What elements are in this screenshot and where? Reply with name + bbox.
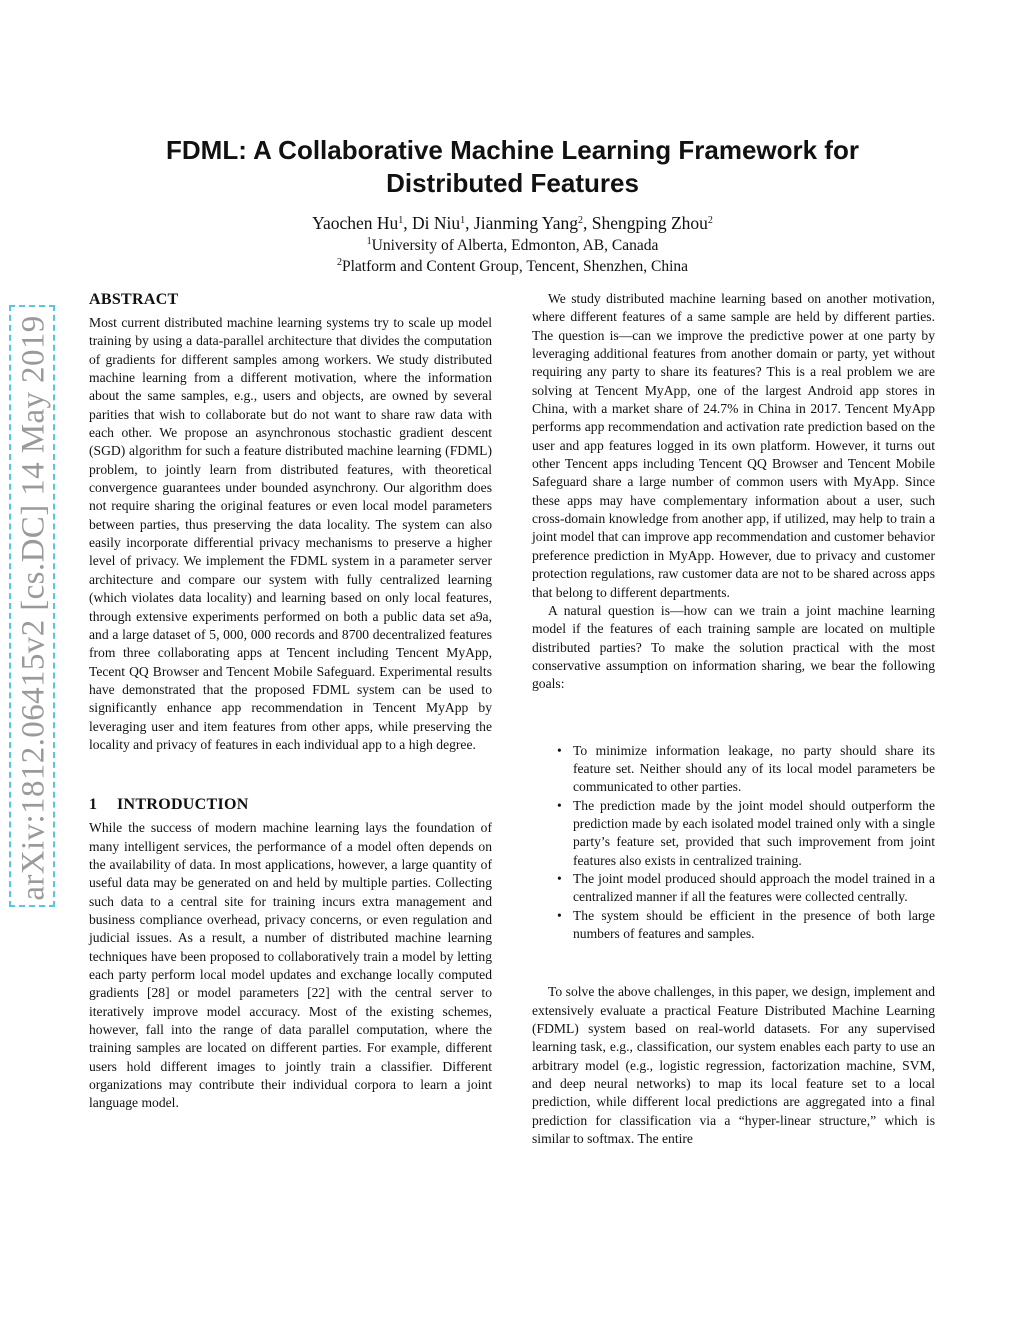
arxiv-sidebar-stamp (9, 305, 55, 907)
goals-list (532, 742, 935, 944)
section-title: INTRODUCTION (117, 796, 249, 814)
author: Di Niu$^1$, (412, 213, 474, 233)
list-item: • The prediction made by the joint model should outperform the prediction made by each isolated model trained only with a single party’s feature set, provided that such improvement from joint features also exists in centralized training. (557, 797, 935, 868)
left-column (89, 290, 492, 1113)
affiliation: $^2$Platform and Content Group, Tencent, Shenzhen, China (336, 257, 689, 275)
intro-paragraph: To solve the above challenges, in this paper, we design, implement and extensively evaluate a practical Feature Distributed Machine Learning (FDML) system based on real-world datasets. For any supervised learning task, e.g., classification, our system enables each party to use an arbitrary model (e.g., logistic regression, factorization machine, SVM, and deep neural networks) to map its local feature set to a local prediction, while different local predictions are aggregated into a final prediction for classification via a “hyper-linear structure,” which is similar to softmax. The entire (532, 984, 935, 1147)
section-heading-introduction (89, 795, 492, 815)
right-column (532, 290, 935, 1148)
intro-paragraph: A natural question is—how can we train a joint machine learning model if the features of each training sample are located on multiple distributed parties? To make the solution practical with the most conservative assumption on information sharing, we bear the following goals: (532, 602, 935, 692)
abstract-heading: ABSTRACT (89, 291, 179, 308)
abstract-text: Most current distributed machine learning systems try to scale up model training by using a data-parallel architecture that divides the computation of gradients for different samples among workers. We study distributed machine learning from a different motivation, where the information about the same samples, e.g., users and objects, are owned by several parities that wish to collaborate but do not want to share raw data with each other. We propose an asynchronous stochastic gradient descent (SGD) algorithm for such a feature distributed machine learning (FDML) problem, to jointly learn from distributed features, with theoretical convergence guarantees under bounded asynchrony. Our algorithm does not require sharing the original features or even local model parameters between parties, thus preserving the data locality. The system can also easily incorporate differential privacy mechanisms to preserve a higher level of privacy. We implement the FDML system in a parameter server architecture and compare our system with fully centralized learning (which violates data locality) and learning based on only local features, through extensive experiments performed on both a public data set a9a, and a large dataset of 5, 000, 000 records and 8700 decentralized features from three collaborating apps at Tencent including Tencent MyApp, Tecent QQ Browser and Tencent Mobile Safeguard. Experimental results have demonstrated that the proposed FDML system can be used to significantly enhance app recommendation in Tencent MyApp by leveraging user and item features from other apps, while preserving the locality and privacy of features in each individual app to a high degree. (89, 315, 492, 752)
bullet-icon: • (557, 742, 562, 758)
intro-paragraph: While the success of modern machine learning lays the foundation of many intelligent services, the performance of a model often depends on the availability of data. In most applications, however, a large quantity of useful data may be generated on and held by multiple parties. Collecting such data to a central site for training incurs extra management and business compliance overhead, privacy concerns, or even regulation and judicial issues. As a result, a number of distributed machine learning techniques have been proposed to collaboratively train a model by letting each party perform local model updates and exchange locally computed gradients [28] or model parameters [22] with the central server to iteratively improve model accuracy. Most of the existing schemes, however, fall into the range of data parallel computation, where the training samples are located on different parties. For example, different users hold different images to jointly train a classifier. Different organizations may contribute their individual corpora to learn a joint language model. (89, 820, 492, 1111)
intro-paragraph: We study distributed machine learning based on another motivation, where different features of a same sample are held by different parties. The question is—can we improve the predictive power at one party by leveraging additional features from another domain or party, yet without requiring any party to share its features? This is a real problem we are solving at Tencent MyApp, one of the largest Android app stores in China, with a market share of 24.7% in China in 2017. Tencent MyApp performs app recommendation and activation rate prediction based on the user and app features logged in its own platform. However, it turns out other Tencent apps including Tencent QQ Browser and Tencent Mobile Safeguard share a large number of common users with MyApp. Since these apps may have complementary information about a user, such cross-domain knowledge from another app, if utilized, may help to train a joint model that can improve app recommendation and customer behavior preference prediction in MyApp. However, due to privacy and customer protection regulations, raw customer data are not to be shared across apps that belong to different departments. (532, 291, 935, 600)
arxiv-identifier: arXiv:1812.06415v2 [cs.DC] 14 May 2019 (15, 315, 52, 901)
author: Jianming Yang$^2$, (473, 213, 592, 233)
affiliation: $^1$University of Alberta, Edmonton, AB, Canada (366, 236, 659, 254)
list-item: • The joint model produced should approach the model trained in a centralized manner if all the features were collected centrally. (557, 870, 935, 905)
bullet-icon: • (557, 797, 562, 813)
author-list (110, 211, 915, 235)
section-number: 1 (89, 796, 98, 814)
list-item: • The system should be efficient in the presence of both large numbers of features and samples. (557, 907, 935, 941)
author: Yaochen Hu$^1$, (312, 213, 413, 233)
author: Shengping Zhou$^2$ (591, 213, 713, 233)
bullet-icon: • (557, 870, 562, 886)
bullet-icon: • (557, 907, 562, 923)
list-item: • To minimize information leakage, no party should share its feature set. Neither should any of its local model parameters be communicated to other parties. (557, 742, 935, 795)
paper-title: FDML: A Collaborative Machine Learning Framework for Distributed Features (166, 135, 859, 198)
